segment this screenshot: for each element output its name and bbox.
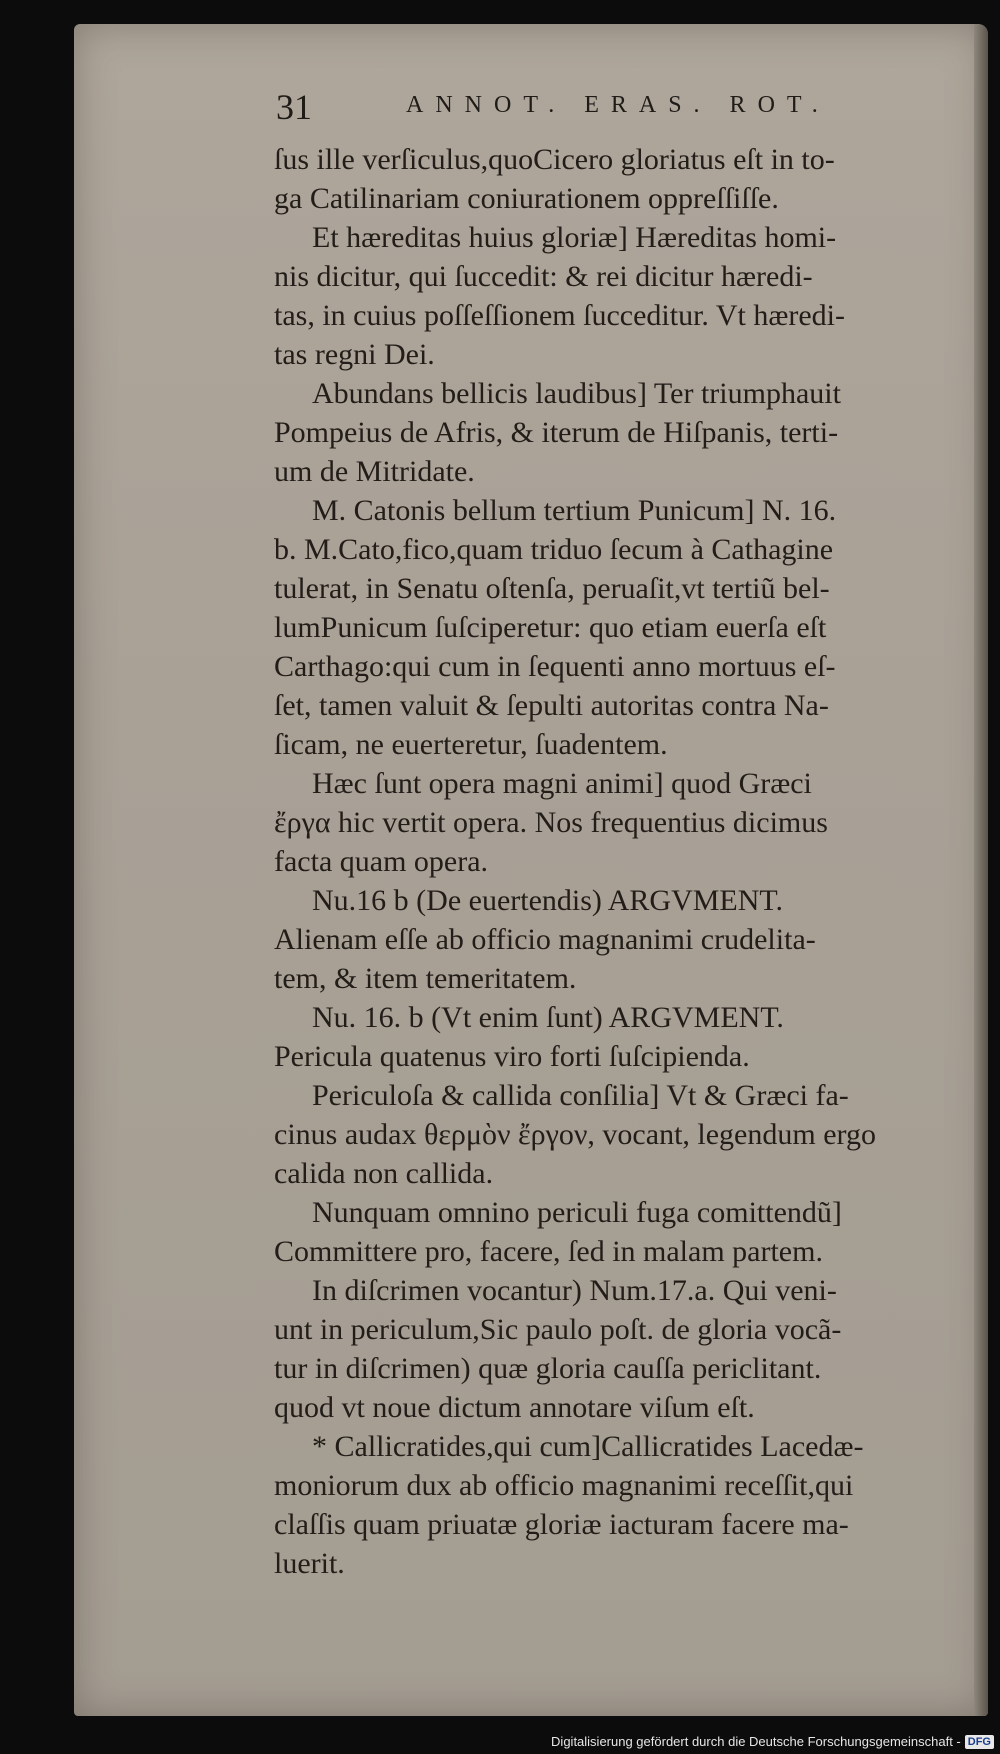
text-line: tas, in cuius poſſeſſionem ſucceditur. Vt hæredi- (274, 299, 846, 332)
page-number: 31 (276, 87, 312, 127)
text-line: ſicam, ne euerteretur, ſuadentem. (274, 728, 668, 761)
text-line: cinus audax θερμὸν ἔργον, vocant, legendum ergo (274, 1118, 876, 1151)
text-line: Nu. 16. b (Vt enim ſunt) ARGVMENT. (312, 1001, 784, 1034)
running-head: ANNOT. ERAS. ROT. (406, 92, 830, 118)
text-line: * Callicratides,qui cum]Callicratides Lacedæ- (312, 1430, 864, 1463)
text-line: b. M.Cato,fico,quam triduo ſecum à Cathagine (274, 533, 834, 566)
text-line: Et hæreditas huius gloriæ] Hæreditas homi- (312, 221, 837, 254)
text-line: Carthago:qui cum in ſequenti anno mortuus eſ- (274, 650, 836, 683)
text-line: tur in diſcrimen) quæ gloria cauſſa periclitant. (274, 1352, 822, 1385)
text-line: M. Catonis bellum tertium Punicum] N. 16. (312, 494, 837, 527)
text-line: Pericula quatenus viro forti ſuſcipienda. (274, 1040, 750, 1073)
text-line: Pompeius de Afris, & iterum de Hiſpanis, terti- (274, 416, 839, 449)
page-edge (974, 24, 988, 1716)
text-line: Abundans bellicis laudibus] Ter triumphauit (312, 377, 841, 410)
text-line: Nu.16 b (De euertendis) ARGVMENT. (312, 884, 784, 917)
text-line: nis dicitur, qui ſuccedit: & rei dicitur hæredi- (274, 260, 813, 293)
dfg-logo: DFG (965, 1735, 994, 1749)
text-line: quod vt noue dictum annotare viſum eſt. (274, 1391, 755, 1424)
text-line: claſſis quam priuatæ gloriæ iacturam facere ma- (274, 1508, 849, 1541)
text-line: ga Catilinariam coniurationem oppreſſiſſe. (274, 182, 779, 215)
text-line: ἔργα hic vertit opera. Nos frequentius dicimus (274, 806, 828, 839)
text-line: Nunquam omnino periculi fuga comittendũ] (312, 1196, 842, 1229)
text-line: ſus ille verſiculus,quoCicero gloriatus eſt in to- (274, 143, 835, 176)
text-line: Committere pro, facere, ſed in malam partem. (274, 1235, 823, 1268)
text-line: unt in periculum,Sic paulo poſt. de gloria vocã- (274, 1313, 842, 1346)
text-line: Periculoſa & callida conſilia] Vt & Græci fa- (312, 1079, 849, 1112)
text-line: ſet, tamen valuit & ſepulti autoritas contra Na- (274, 689, 829, 722)
text-line: facta quam opera. (274, 845, 489, 878)
digitization-footer (551, 1734, 994, 1749)
text-line: In diſcrimen vocantur) Num.17.a. Qui veni- (312, 1274, 837, 1307)
text-line: moniorum dux ab officio magnanimi receſſit,qui (274, 1469, 854, 1502)
page-header (276, 86, 976, 136)
text-line: tas regni Dei. (274, 338, 435, 371)
text-line: calida non callida. (274, 1157, 494, 1190)
footer-credit: Digitalisierung gefördert durch die Deutsche Forschungsgemeinschaft - (551, 1734, 961, 1749)
text-line: tem, & item temeritatem. (274, 962, 577, 995)
text-body (274, 140, 974, 1583)
text-line: lumPunicum ſuſciperetur: quo etiam euerſa eſt (274, 611, 827, 644)
text-line: tulerat, in Senatu oſtenſa, peruaſit,vt tertiũ bel- (274, 572, 830, 605)
text-line: Hæc ſunt opera magni animi] quod Græci (312, 767, 812, 800)
text-line: Alienam eſſe ab officio magnanimi crudelita- (274, 923, 816, 956)
text-line: luerit. (274, 1547, 345, 1580)
text-line: um de Mitridate. (274, 455, 475, 488)
